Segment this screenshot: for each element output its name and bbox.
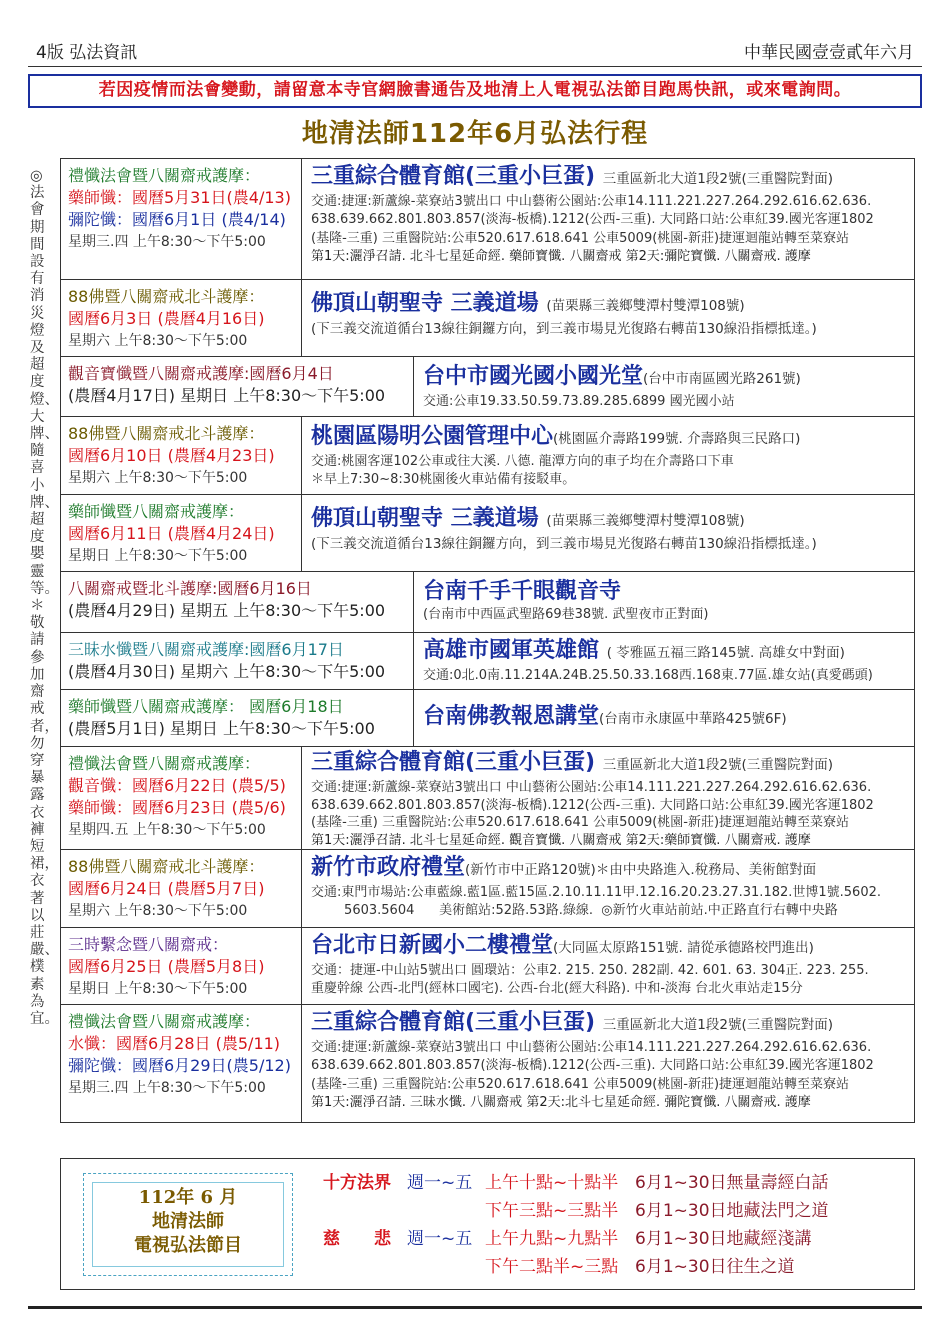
event-cell	[61, 633, 385, 689]
event-title: 禮懺法會暨八關齋戒護摩：	[68, 166, 261, 185]
venue-address: 三重區新北大道1段2號(三重醫院對面)	[602, 1017, 834, 1033]
tv-description: 6月1~30日無量壽經白話	[635, 1173, 829, 1193]
event-time: 星期六 上午8:30～下午5:00	[68, 333, 248, 349]
transport-info: 交通:捷運:新蘆線-菜寮站3號出口 中山藝術公園站:公車14.111.221.227.264.292.616.62.636.	[311, 194, 872, 209]
venue-address: (桃園區介壽路199號. 介壽路與三民路口)	[553, 431, 801, 447]
venue-name: 台北市日新國小二樓禮堂	[311, 933, 554, 958]
event-date: 彌陀懺：國曆6月1日 (農4/14)	[68, 210, 286, 229]
cell-divider	[301, 280, 302, 356]
header-divider	[28, 66, 922, 67]
event-title: 藥師懺暨八關齋戒護摩：	[68, 502, 245, 521]
tv-program-name: 十方法界	[323, 1173, 391, 1193]
event-time: 星期日 上午8:30～下午5:00	[68, 981, 248, 997]
schedule-row	[60, 159, 915, 280]
event-time: (農曆4月29日) 星期五 上午8:30～下午5:00	[68, 601, 386, 620]
venue-name: 台中市國光國小國光堂	[423, 364, 644, 389]
venue-address: (苗栗縣三義鄉雙潭村雙潭108號)	[546, 513, 745, 529]
event-cell	[61, 850, 264, 927]
event-time: (農曆5月1日) 星期日 上午8:30～下午5:00	[68, 719, 375, 738]
schedule-row	[60, 1005, 915, 1123]
tv-time: 下午三點~三點半	[485, 1201, 619, 1221]
venue-cell	[303, 159, 914, 279]
event-cell	[61, 357, 385, 416]
page-section-label: 4版 弘法資訊	[36, 43, 138, 63]
event-cell	[61, 280, 264, 356]
venue-cell	[415, 357, 914, 416]
venue-cell	[415, 633, 914, 689]
transport-info: 交通：捷運-中山站5號出口 圓環站：公車2. 215. 250. 282副. 42. 601. 63. 304正. 223. 255.	[311, 963, 869, 978]
tv-title-line: 地清法師	[152, 1211, 224, 1232]
transport-info: 5603.5604 美術館站:52路.53路.綠線. ◎新竹火車站前站.中正路直行右轉中央路	[311, 903, 838, 919]
event-cell	[61, 417, 275, 494]
transport-info: (基隆-三重) 三重醫院站:公車520.617.618.641 公車5009(桃園-新莊)捷運迴龍站轉至菜寮站	[311, 815, 850, 830]
venue-name: 新竹市政府禮堂	[311, 855, 466, 880]
venue-address: ( 苓雅區五福三路145號. 高雄女中對面)	[606, 645, 845, 661]
event-date: 國曆6月10日 (農曆4月23日)	[68, 446, 275, 465]
venue-cell	[303, 850, 914, 927]
transport-info: 交通:公車19.33.50.59.73.89.285.6899 國光國小站	[423, 394, 735, 409]
event-time: 星期四.五 上午8:30～下午5:00	[68, 822, 266, 838]
tv-title-line: 電視弘法節目	[134, 1235, 242, 1256]
venue-address: (台南市永康區中華路425號6F)	[599, 711, 787, 727]
event-title: 藥師懺暨八關齋戒護摩： 國曆6月18日	[68, 697, 344, 716]
transport-info: 交通:捷運:新蘆線-菜寮站3號出口 中山藝術公園站:公車14.111.221.227.264.292.616.62.636.	[311, 1040, 872, 1055]
cell-divider	[413, 357, 414, 416]
event-title: 三時繫念暨八關齋戒：	[68, 935, 229, 954]
page-header	[36, 38, 914, 62]
transport-info: (下三義交流道循台13線往銅鑼方向，到三義市場見光復路右轉苗130線沿指標抵達。)	[311, 536, 817, 552]
venue-address: (台中市南區國光路261號)	[643, 371, 801, 387]
schedule-row	[60, 280, 915, 357]
venue-address: (台南市中西區武聖路69巷38號. 武聖夜市正對面)	[423, 607, 709, 622]
event-title: 八關齋戒暨北斗護摩:國曆6月16日	[68, 579, 312, 598]
cell-divider	[301, 159, 302, 279]
event-date: 水懺：國曆6月28日 (農5/11)	[68, 1034, 281, 1053]
transport-info: ＊早上7:30~8:30桃園後火車站備有接駁車。	[311, 472, 576, 488]
venue-name: 桃園區陽明公園管理中心	[311, 424, 554, 449]
venue-address: 三重區新北大道1段2號(三重醫院對面)	[602, 171, 834, 187]
tv-time: 上午十點~十點半	[485, 1173, 619, 1193]
tv-program-box	[60, 1158, 915, 1290]
transport-info: 重慶幹線 公西-北門(經林口國宅). 公西-台北(經大科路). 中和-淡海 台北火車站走15分	[311, 981, 803, 997]
transport-info: 交通:捷運:新蘆線-菜寮站3號出口 中山藝術公園站:公車14.111.221.227.264.292.616.62.636.	[311, 780, 872, 795]
event-time: 星期六 上午8:30～下午5:00	[68, 903, 248, 919]
event-time: 星期日 上午8:30～下午5:00	[68, 548, 248, 564]
venue-cell	[303, 747, 914, 849]
venue-name: 三重綜合體育館(三重小巨蛋)	[311, 1010, 596, 1035]
page-title: 地清法師112年6月弘法行程	[301, 119, 649, 149]
venue-address: 三重區新北大道1段2號(三重醫院對面)	[602, 757, 834, 773]
tv-title	[84, 1186, 292, 1258]
schedule-row	[60, 850, 915, 928]
tv-title-line: 112年 6 月	[138, 1187, 238, 1208]
footer-rule	[28, 1306, 922, 1309]
event-time: 星期三.四 上午8:30～下午5:00	[68, 234, 266, 250]
event-cell	[61, 572, 385, 632]
event-title: 88佛暨八關齋戒北斗護摩：	[68, 287, 265, 306]
event-cell	[61, 495, 275, 571]
schedule-row	[60, 747, 915, 850]
event-time: 星期六 上午8:30～下午5:00	[68, 470, 248, 486]
transport-info: 638.639.662.801.803.857(淡海-板橋).1212(公西-三重). 大同路口站:公車紅39.國光客運1802	[311, 797, 874, 813]
cell-divider	[301, 1005, 302, 1122]
event-time: 星期三.四 上午8:30～下午5:00	[68, 1080, 266, 1096]
transport-info: 交通:桃園客運102公車或往大溪. 八德. 龍潭方向的車子均在介壽路口下車	[311, 454, 734, 469]
tv-title-frame	[83, 1173, 293, 1276]
transport-info: 638.639.662.801.803.857(淡海-板橋).1212(公西-三重). 大同路口站:公車紅39.國光客運1802	[311, 1058, 874, 1074]
tv-description: 6月1~30日地藏經淺講	[635, 1229, 812, 1249]
notice-banner: 若因疫情而法會變動，請留意本寺官網臉書通告及地清上人電視弘法節目跑馬快訊，或來電詢問。	[28, 74, 922, 108]
transport-info: (基隆-三重) 三重醫院站:公車520.617.618.641 公車5009(桃園-新莊)捷運迴龍站轉至菜寮站	[311, 230, 850, 246]
event-date: 藥師懺：國曆6月23日 (農5/6)	[68, 798, 286, 817]
program-days: 第1天:灑淨召請. 三昧水懺. 八關齋戒 第2天:北斗七星延命經. 彌陀寶懺. 八關齋戒. 護摩	[311, 1094, 811, 1110]
event-date: 觀音懺：國曆6月22日 (農5/5)	[68, 776, 286, 795]
event-time: (農曆4月30日) 星期六 上午8:30～下午5:00	[68, 662, 386, 681]
event-title: 88佛暨八關齋戒北斗護摩：	[68, 424, 265, 443]
event-date: 國曆6月3日 (農曆4月16日)	[68, 309, 265, 328]
tv-description: 6月1~30日往生之道	[635, 1257, 795, 1277]
venue-cell	[303, 928, 914, 1004]
schedule-row	[60, 690, 915, 747]
venue-name: 三重綜合體育館(三重小巨蛋)	[311, 750, 596, 775]
program-days: 第1天:灑淨召請. 北斗七星延命經. 觀音寶懺. 八關齋戒 第2天:藥師寶懺. 八關齋戒. 護摩	[311, 832, 811, 848]
event-cell	[61, 747, 286, 849]
program-days: 第1天:灑淨召請. 北斗七星延命經. 藥師寶懺. 八關齋戒 第2天:彌陀寶懺. 八關齋戒. 護摩	[311, 248, 811, 264]
schedule-row	[60, 495, 915, 572]
page-date: 中華民國壹壹貳年六月	[744, 43, 914, 63]
venue-cell	[303, 280, 914, 356]
event-date: 彌陀懺：國曆6月29日(農5/12)	[68, 1056, 291, 1075]
cell-divider	[301, 747, 302, 849]
event-date: 藥師懺：國曆5月31日(農4/13)	[68, 188, 291, 207]
venue-name: 高雄市國軍英雄館	[423, 638, 600, 663]
venue-name: 台南千手千眼觀音寺	[423, 579, 622, 604]
cell-divider	[413, 572, 414, 632]
event-title: 88佛暨八關齋戒北斗護摩：	[68, 857, 265, 876]
side-note: ◎法會期間設有消災燈及超度燈、大牌、隨喜小牌、超度嬰靈等。＊敬請參加齋戒者，勿穿暴露衣褲短裙，衣著以莊嚴、樸素為宜。	[30, 168, 59, 1027]
cell-divider	[413, 690, 414, 746]
event-date: 國曆6月24日 (農曆5月7日)	[68, 879, 265, 898]
schedule-row	[60, 633, 915, 690]
event-cell	[61, 1005, 291, 1122]
cell-divider	[301, 850, 302, 927]
venue-cell	[303, 1005, 914, 1122]
venue-name: 佛頂山朝聖寺 三義道場	[311, 506, 539, 531]
event-cell	[61, 690, 375, 746]
event-title: 禮懺法會暨八關齋戒護摩：	[68, 754, 261, 773]
event-title: 禮懺法會暨八關齋戒護摩：	[68, 1012, 261, 1031]
transport-info: 交通:東門市場站:公車藍線.藍1區.藍15區.2.10.11.11甲.12.16.20.23.27.31.182.世博1號.5602.	[311, 885, 882, 900]
event-date: 國曆6月25日 (農曆5月8日)	[68, 957, 265, 976]
cell-divider	[301, 417, 302, 494]
venue-cell	[415, 572, 914, 632]
transport-info: (下三義交流道循台13線往銅鑼方向，到三義市場見光復路右轉苗130線沿指標抵達。)	[311, 321, 817, 337]
venue-cell	[415, 690, 914, 746]
venue-address: (大同區太原路151號. 請從承德路校門進出)	[553, 940, 814, 956]
event-cell	[61, 928, 264, 1004]
tv-time: 上午九點~九點半	[485, 1229, 619, 1249]
event-title: 觀音寶懺暨八關齋戒護摩:國曆6月4日	[68, 364, 334, 383]
tv-program-name: 慈 悲	[323, 1229, 391, 1249]
event-date: 國曆6月11日 (農曆4月24日)	[68, 524, 275, 543]
venue-cell	[303, 495, 914, 571]
venue-name: 台南佛教報恩講堂	[423, 704, 600, 729]
event-time: (農曆4月17日) 星期日 上午8:30～下午5:00	[68, 386, 386, 405]
event-title: 三昧水懺暨八關齋戒護摩:國曆6月17日	[68, 640, 344, 659]
venue-address: (苗栗縣三義鄉雙潭村雙潭108號)	[546, 298, 745, 314]
tv-days: 週一~五	[407, 1173, 473, 1193]
tv-description: 6月1~30日地藏法門之道	[635, 1201, 829, 1221]
cell-divider	[301, 928, 302, 1004]
schedule-row	[60, 572, 915, 633]
cell-divider	[413, 633, 414, 689]
tv-days: 週一~五	[407, 1229, 473, 1249]
venue-address: (新竹市中正路120號)＊由中央路進入.稅務局、美術館對面	[465, 862, 817, 878]
event-cell	[61, 159, 291, 279]
schedule-row	[60, 417, 915, 495]
venue-cell	[303, 417, 914, 494]
schedule-row	[60, 928, 915, 1005]
schedule-table	[60, 158, 915, 1123]
transport-info: (基隆-三重) 三重醫院站:公車520.617.618.641 公車5009(桃園-新莊)捷運迴龍站轉至菜寮站	[311, 1076, 850, 1092]
schedule-row	[60, 357, 915, 417]
tv-time: 下午二點半~三點	[485, 1257, 619, 1277]
cell-divider	[301, 495, 302, 571]
venue-name: 佛頂山朝聖寺 三義道場	[311, 291, 539, 316]
transport-info: 交通:0北.0南.11.214A.24B.25.50.33.168西.168東.77區.雄女站(真愛碼頭)	[423, 668, 873, 683]
venue-name: 三重綜合體育館(三重小巨蛋)	[311, 164, 596, 189]
transport-info: 638.639.662.801.803.857(淡海-板橋).1212(公西-三重). 大同路口站:公車紅39.國光客運1802	[311, 212, 874, 228]
